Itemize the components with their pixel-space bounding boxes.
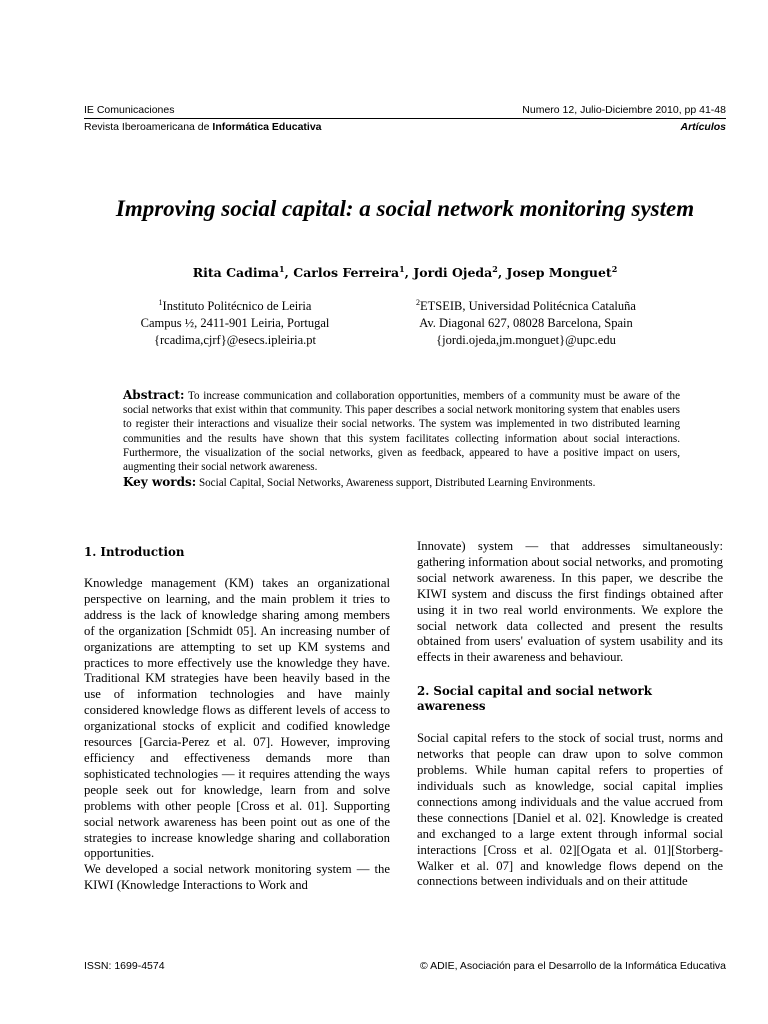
author-affil-mark: 1 bbox=[399, 264, 405, 274]
author-name: Rita Cadima bbox=[192, 265, 279, 281]
affiliation-2: $^2$ETSEIB, Universidad Politécnica Cataluña Av. Diagonal 627, 08028 Barcelona, Spain {jordi.ojeda,jm.monguet}@upc.edu bbox=[376, 294, 676, 349]
abstract-body bbox=[123, 388, 680, 474]
author-affil-mark: 1 bbox=[278, 264, 285, 274]
author-affil-mark: 2 bbox=[611, 264, 618, 274]
keywords-text: Social Capital, Social Networks, Awareness support, Distributed Learning Environments. bbox=[198, 477, 596, 490]
journal-full-title: Revista Iberoamericana de Informática Educativa bbox=[84, 121, 322, 133]
running-header-top bbox=[84, 104, 726, 116]
author-name: Josep Monguet bbox=[506, 265, 612, 281]
paragraph: Knowledge management (KM) takes an organizational perspective on learning, and the main problem it tries to address is the lack of knowledge sharing among members of the organization [Schmidt 05]. An increasing number of organizations are attempting to set up KM systems and practices to more effectively use the knowledge they have. Traditional KM strategies have been heavily based in the use of information technologies and have mainly considered knowledge flows as different levels of access to organizational stocks of explicit and codified knowledge resources [Garcia-Perez et al. 07]. However, improving efficiency and effectiveness demands more than sophisticated technologies — it requires attending the ways people seek out for knowledge, learn from and solve problems with other people [Cross et al. 01]. Supporting social network awareness has been point out as one of the strategies to increase knowledge sharing and collaboration opportunities. bbox=[84, 576, 390, 861]
left-column bbox=[84, 545, 390, 894]
email: {jordi.ojeda,jm.monguet}@upc.edu bbox=[436, 333, 616, 348]
running-header-bottom bbox=[84, 121, 726, 133]
footer-issn: ISSN: 1699-4574 bbox=[84, 960, 165, 972]
abstract bbox=[123, 388, 680, 490]
section-label: Artículos bbox=[680, 121, 726, 133]
section-heading: 1. Introduction bbox=[84, 545, 185, 559]
issue-info: Numero 12, Julio-Diciembre 2010, pp 41-48 bbox=[522, 104, 726, 116]
abstract-text: To increase communication and collaboration opportunities, members of a community must be aware of the social networks that exist within that community. This paper describes a social network monitoring system that enables users to register their interactions and visualize their social networks. The system was implemented in two distributed learning communities and the results have shown that this system facilitates collecting information about social interactions. Furthermore, the visualization of the social networks, given as feedback, appeared to have a positive impact on users, augmenting their social network awareness. bbox=[123, 390, 680, 474]
keywords-label: Key words: bbox=[123, 475, 197, 490]
right-column bbox=[417, 539, 723, 890]
paragraph: Innovate) system — that addresses simultaneously: gathering information about social networks, and promoting social network awareness. In this paper, we describe the KIWI system and discuss the first findings obtained after using it in two real world environments. We explore the social network data collected and present the results obtained from users' evaluation of system usability and its effects in their awareness and behaviour. bbox=[417, 539, 723, 665]
paragraph: Social capital refers to the stock of social trust, norms and networks that people can draw upon to solve common problems. While human capital refers to properties of individuals such as knowledge, social capital implies connections among individuals and the value accrued from these connections [Daniel et al. 02]. Knowledge is created and exchanged to a large extent through informal social interactions [Cross et al. 02][Ogata et al. 01][Storberg-Walker et al. 07] and knowledge flows depend on the connections between individuals and on their attitude bbox=[417, 731, 723, 889]
paragraph: We developed a social network monitoring system — the KIWI (Knowledge Interactions to Work and bbox=[84, 862, 390, 893]
author-name: Carlos Ferreira bbox=[293, 265, 400, 281]
section-heading: 2. Social capital and social network awareness bbox=[417, 684, 652, 714]
abstract-label: Abstract: bbox=[123, 388, 185, 402]
author-name: Jordi Ojeda bbox=[413, 265, 493, 281]
journal-short-title: IE Comunicaciones bbox=[84, 104, 175, 116]
email: {rcadima,cjrf}@esecs.ipleiria.pt bbox=[154, 333, 316, 348]
paper-title: Improving social capital: a social network monitoring system bbox=[115, 196, 695, 221]
keywords bbox=[123, 475, 680, 490]
author-list: Rita Cadima$^1$, Carlos Ferreira$^1$, Jordi Ojeda$^2$, Josep Monguet$^2$ bbox=[192, 264, 618, 281]
header-rule bbox=[84, 118, 726, 119]
footer-copyright: © ADIE, Asociación para el Desarrollo de la Informática Educativa bbox=[420, 960, 726, 972]
affiliation-1: $^1$Instituto Politécnico de Leiria Campus ½, 2411-901 Leiria, Portugal {rcadima,cjrf}@esecs.ipleiria.pt bbox=[100, 294, 370, 349]
author-affil-mark: 2 bbox=[492, 264, 498, 274]
